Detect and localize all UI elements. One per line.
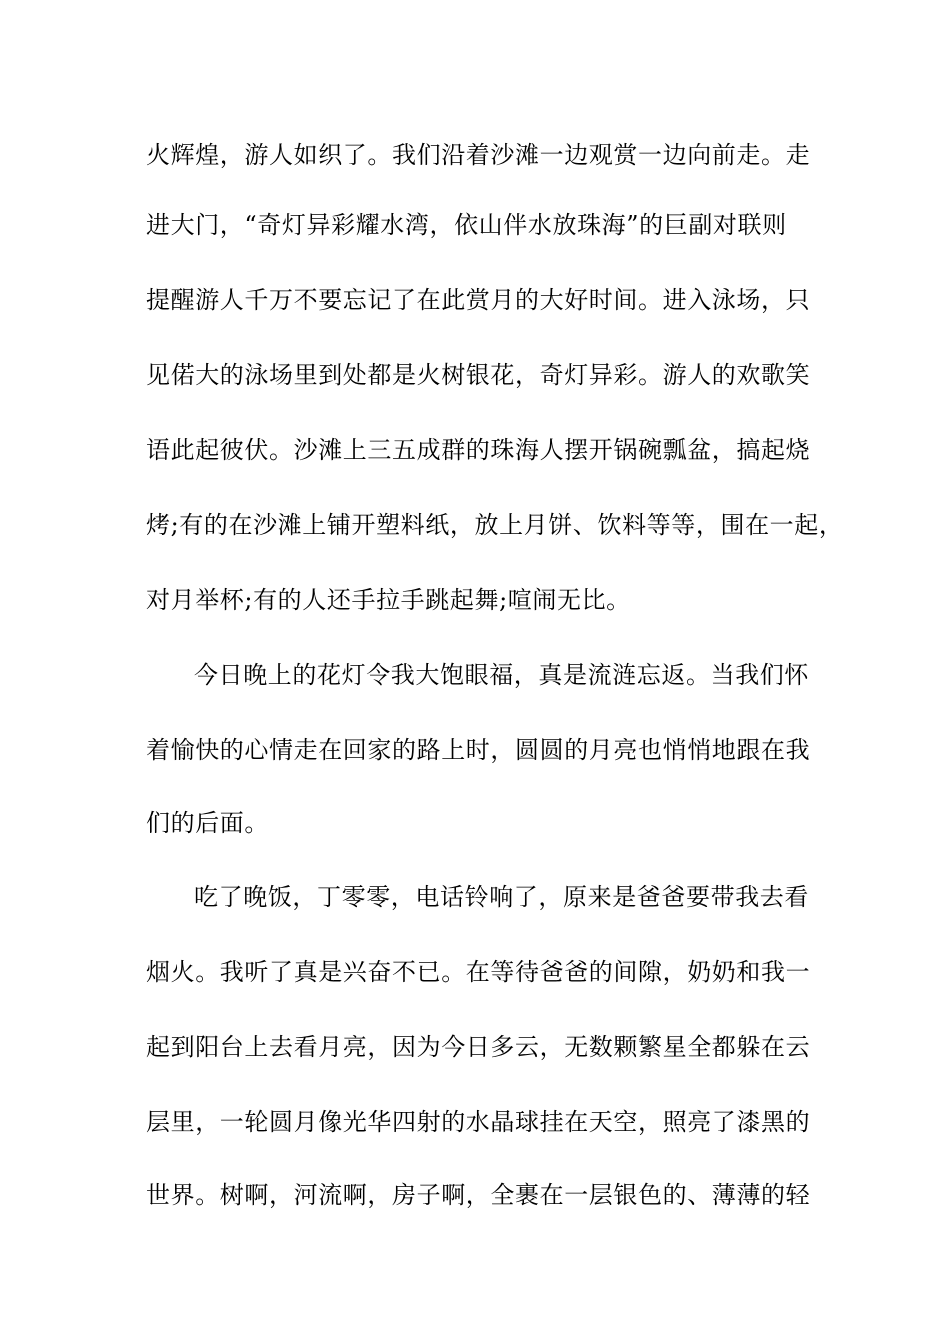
text-line: 起到阳台上去看月亮，因为今日多云，无数颗繁星全都躲在云 [146,1033,811,1061]
text-line: 提醒游人千万不要忘记了在此赏月的大好时间。进入泳场，只 [146,286,811,314]
text-line: 烟火。我听了真是兴奋不已。在等待爸爸的间隙，奶奶和我一 [146,958,811,986]
text-line: 对月举杯;有的人还手拉手跳起舞;喧闹无比。 [146,586,631,614]
text-line: 进大门，“奇灯异彩耀水湾，依山伴水放珠海”的巨副对联则 [146,211,787,239]
text-line: 着愉快的心情走在回家的路上时，圆圆的月亮也悄悄地跟在我 [146,736,811,764]
text-line: 们的后面。 [146,809,269,837]
text-line: 层里，一轮圆月像光华四射的水晶球挂在天空，照亮了漆黑的 [146,1108,811,1136]
paragraph-start-line: 吃了晚饭，丁零零，电话铃响了，原来是爸爸要带我去看 [194,883,809,911]
text-line: 语此起彼伏。沙滩上三五成群的珠海人摆开锅碗瓢盆，搞起烧 [146,436,811,464]
paragraph-start-line: 今日晚上的花灯令我大饱眼福，真是流涟忘返。当我们怀 [194,661,809,689]
text-line: 见偌大的泳场里到处都是火树银花，奇灯异彩。游人的欢歌笑 [146,361,811,389]
text-line: 烤;有的在沙滩上铺开塑料纸，放上月饼、饮料等等，围在一起， [146,511,844,539]
text-line: 世界。树啊，河流啊，房子啊，全裹在一层银色的、薄薄的轻 [146,1181,811,1209]
text-line: 火辉煌，游人如织了。我们沿着沙滩一边观赏一边向前走。走 [146,141,811,169]
